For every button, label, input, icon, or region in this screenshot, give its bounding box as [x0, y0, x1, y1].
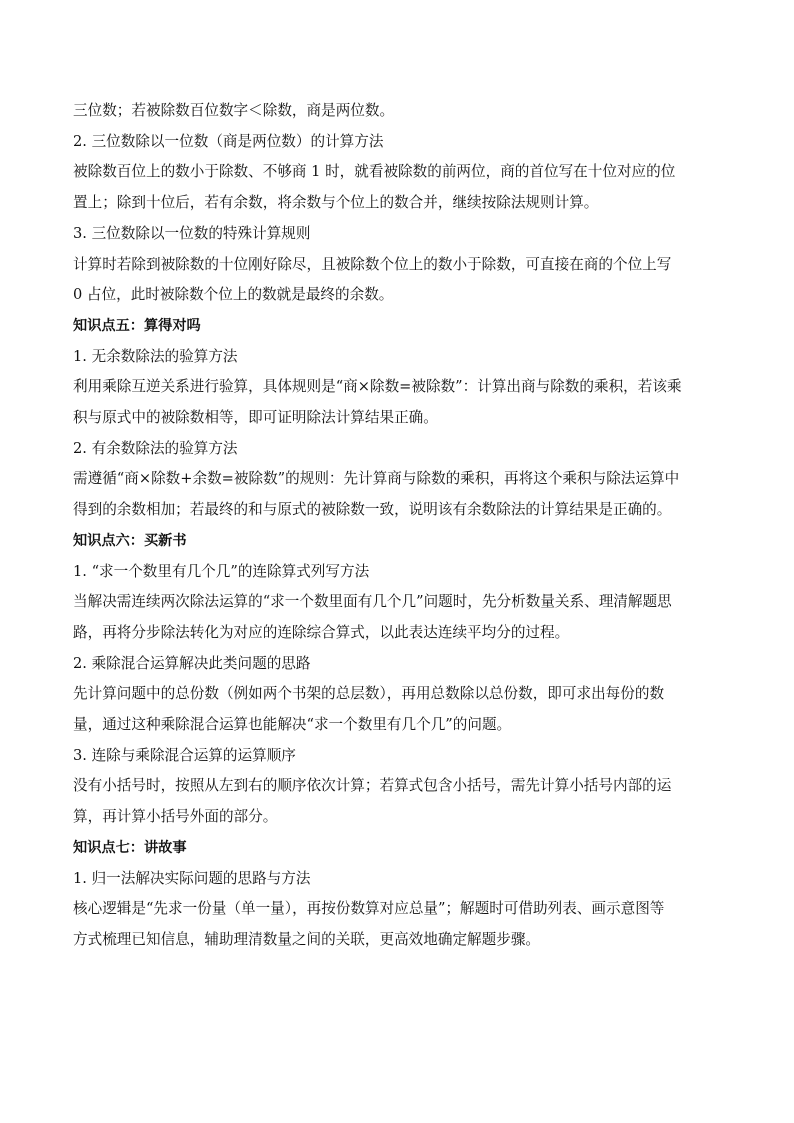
section-heading: 知识点五：算得对吗 [73, 317, 201, 334]
subsection-title: 2. 乘除混合运算解决此类问题的思路 [73, 654, 311, 672]
section-heading: 知识点七：讲故事 [73, 839, 187, 856]
text-line: 路，再将分步除法转化为对应的连除综合算式，以此表达连续平均分的过程。 [73, 623, 570, 641]
text-line: 量，通过这种乘除混合运算也能解决“求一个数里有几个几”的问题。 [73, 716, 512, 734]
text-line: 0 占位，此时被除数个位上的数就是最终的余数。 [73, 286, 394, 304]
subsection-title: 1. “求一个数里有几个几”的连除算式列写方法 [73, 562, 370, 580]
subsection-title: 2. 三位数除以一位数（商是两位数）的计算方法 [73, 132, 384, 150]
text-line: 积与原式中的被除数相等，即可证明除法计算结果正确。 [73, 409, 438, 427]
text-line: 置上；除到十位后，若有余数，将余数与个位上的数合并，继续按除法规则计算。 [73, 194, 599, 212]
text-line: 核心逻辑是“先求一份量（单一量），再按份数算对应总量”；解题时可借助列表、画示意图等 [73, 900, 665, 918]
text-line: 当解决需连续两次除法运算的“求一个数里面有几个几”问题时，先分析数量关系、理清解题思 [73, 593, 672, 611]
text-line: 方式梳理已知信息，辅助理清数量之间的关联，更高效地确定解题步骤。 [73, 930, 541, 948]
subsection-title: 1. 无余数除法的验算方法 [73, 347, 238, 365]
text-line: 需遵循“商×除数+余数=被除数”的规则：先计算商与除数的乘积，再将这个乘积与除法运算中 [73, 470, 680, 488]
subsection-title: 2. 有余数除法的验算方法 [73, 439, 238, 457]
text-line: 三位数；若被除数百位数字＜除数，商是两位数。 [73, 102, 395, 119]
text-line: 利用乘除互逆关系进行验算，具体规则是“商×除数=被除数”：计算出商与除数的乘积，若该乘 [73, 378, 682, 396]
text-line: 得到的余数相加；若最终的和与原式的被除数一致，说明该有余数除法的计算结果是正确的。 [73, 501, 672, 519]
section-heading: 知识点六：买新书 [73, 532, 187, 549]
text-line: 计算时若除到被除数的十位刚好除尽，且被除数个位上的数小于除数，可直接在商的个位上写 [73, 255, 672, 273]
subsection-title: 3. 连除与乘除混合运算的运算顺序 [73, 746, 296, 764]
text-line: 先计算问题中的总份数（例如两个书架的总层数），再用总数除以总份数，即可求出每份的数 [73, 685, 665, 703]
text-line: 算，再计算小括号外面的部分。 [73, 808, 278, 826]
text-line: 被除数百位上的数小于除数、不够商 1 时，就看被除数的前两位，商的首位写在十位对应的位 [73, 163, 676, 181]
text-line: 没有小括号时，按照从左到右的顺序依次计算；若算式包含小括号，需先计算小括号内部的运 [73, 777, 672, 795]
document-body [73, 96, 728, 956]
subsection-title: 3. 三位数除以一位数的特殊计算规则 [73, 224, 311, 242]
subsection-title: 1. 归一法解决实际问题的思路与方法 [73, 869, 311, 887]
